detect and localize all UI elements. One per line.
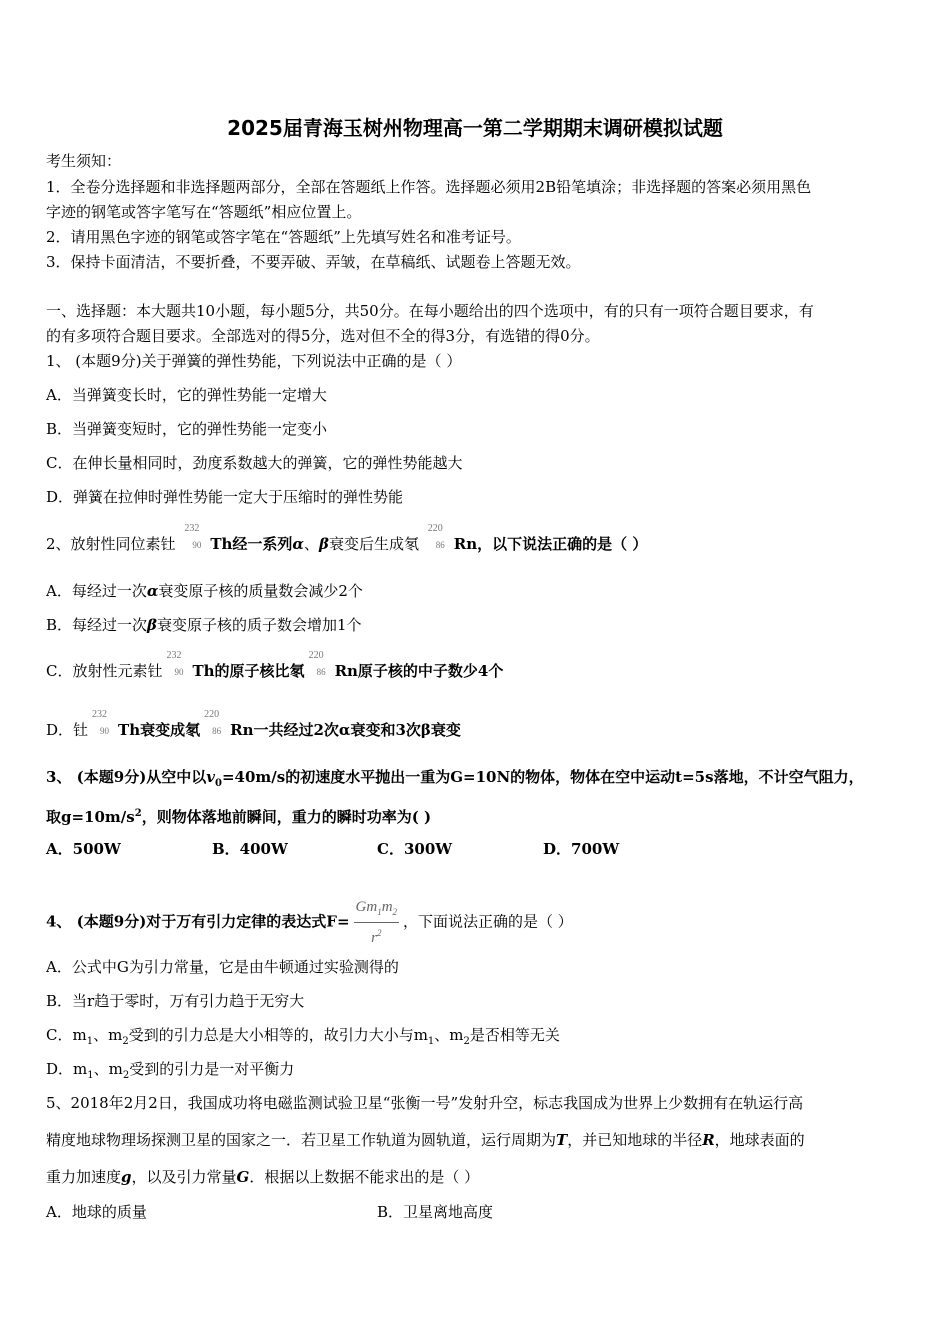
q4-option-c: C．$m_1$、$m_2$受到的引力总是大小相等的，故引力大小与$m_1$、$m_2$是否相等无关 <box>46 1026 560 1047</box>
q1-option-c: C．在伸长量相同时，劲度系数越大的弹簧，它的弹性势能越大 <box>46 454 463 472</box>
radon-nuclide-symbol: 220 86 <box>308 650 326 677</box>
q5-option-a: A．地球的质量 <box>46 1203 147 1221</box>
q4-option-a: A．公式中G为引力常量，它是由牛顿通过实验测得的 <box>46 958 399 976</box>
q5-option-b: B．卫星离地高度 <box>377 1203 494 1221</box>
radon-nuclide-symbol: 220 86 <box>204 709 222 736</box>
q1-option-a: A．当弹簧变长时，它的弹性势能一定增大 <box>46 386 327 404</box>
notice-item-1-cont: 字迹的钢笔或答字笔写在“答题纸”相应位置上。 <box>46 203 362 221</box>
thorium-nuclide-symbol: 232 90 <box>92 709 110 736</box>
notice-heading: 考生须知： <box>46 152 122 170</box>
q3-stem-line-1: 3、 (本题9分)从空中以$v_0=40m/s$的初速度水平抛出一重为G=10N的物体，物体在空中运动t=5s落地，不计空气阻力， <box>46 768 864 789</box>
notice-item-1: 1．全卷分选择题和非选择题两部分，全部在答题纸上作答。选择题必须用2B铅笔填涂；非选择题的答案必须用黑色 <box>46 178 812 196</box>
q3-option-b: B．400W <box>212 840 288 858</box>
thorium-nuclide-symbol: 232 90 <box>184 523 202 550</box>
section-intro-line-2: 的有多项符合题目要求。全部选对的得5分，选对但不全的得3分，有选错的得0分。 <box>46 327 600 345</box>
q3-option-d: D．700W <box>543 840 620 858</box>
gravitation-formula-fraction: $\frac{Gm_1m_2}{r^2}$ <box>355 899 398 946</box>
radon-nuclide-symbol: 220 86 <box>427 523 445 550</box>
q3-stem-line-2: 取$g=10m/s^2$，则物体落地前瞬间，重力的瞬时功率为( ) <box>46 808 432 826</box>
q5-stem-line-1: 5、2018年2月2日，我国成功将电磁监测试验卫星“张衡一号”发射升空，标志我国成为世界上少数拥有在轨运行高 <box>46 1094 804 1112</box>
q4-stem: 4、 (本题9分)对于万有引力定律的表达式F= $\frac{Gm_1m_2}{r^2}$ ，下面说法正确的是（ ） <box>46 899 573 946</box>
page-title: 2025届青海玉树州物理高一第二学期期末调研模拟试题 <box>227 116 723 140</box>
notice-item-3: 3．保持卡面清洁，不要折叠，不要弄破、弄皱，在草稿纸、试题卷上答题无效。 <box>46 253 581 271</box>
q1-option-b: B．当弹簧变短时，它的弹性势能一定变小 <box>46 420 328 438</box>
q2-stem: 2、放射性同位素钍 232 90 Th经一系列α、β衰变后生成氡 220 86 Rn，以下说法正确的是（ ） <box>46 523 648 553</box>
q3-option-a: A．500W <box>46 840 121 858</box>
q4-option-b: B．当r趋于零时，万有引力趋于无穷大 <box>46 992 305 1010</box>
q1-stem: 1、 (本题9分)关于弹簧的弹性势能，下列说法中正确的是（ ） <box>46 352 462 370</box>
q5-stem-line-2: 精度地球物理场探测卫星的国家之一．若卫星工作轨道为圆轨道，运行周期为T，并已知地球的半径R，地球表面的 <box>46 1131 805 1149</box>
q2-option-d: D．钍 232 90 Th衰变成氡 220 86 Rn一共经过2次α衰变和3次β衰变 <box>46 709 461 739</box>
q2-option-a: A．每经过一次α衰变原子核的质量数会减少2个 <box>46 582 363 600</box>
q2-option-c: C．放射性元素钍 232 90 Th的原子核比氡 220 86 Rn原子核的中子数少4个 <box>46 650 504 680</box>
q5-stem-line-3: 重力加速度g，以及引力常量G．根据以上数据不能求出的是（ ） <box>46 1168 480 1186</box>
q3-option-c: C．300W <box>377 840 453 858</box>
q2-option-b: B．每经过一次β衰变原子核的质子数会增加1个 <box>46 616 362 634</box>
q4-option-d: D．$m_1$、$m_2$受到的引力是一对平衡力 <box>46 1060 295 1081</box>
thorium-nuclide-symbol: 232 90 <box>166 650 184 677</box>
q1-option-d: D．弹簧在拉伸时弹性势能一定大于压缩时的弹性势能 <box>46 488 404 506</box>
section-intro-line-1: 一、选择题：本大题共10小题，每小题5分，共50分。在每小题给出的四个选项中，有的只有一项符合题目要求，有 <box>46 302 814 320</box>
notice-item-2: 2．请用黑色字迹的钢笔或答字笔在“答题纸”上先填写姓名和准考证号。 <box>46 228 521 246</box>
